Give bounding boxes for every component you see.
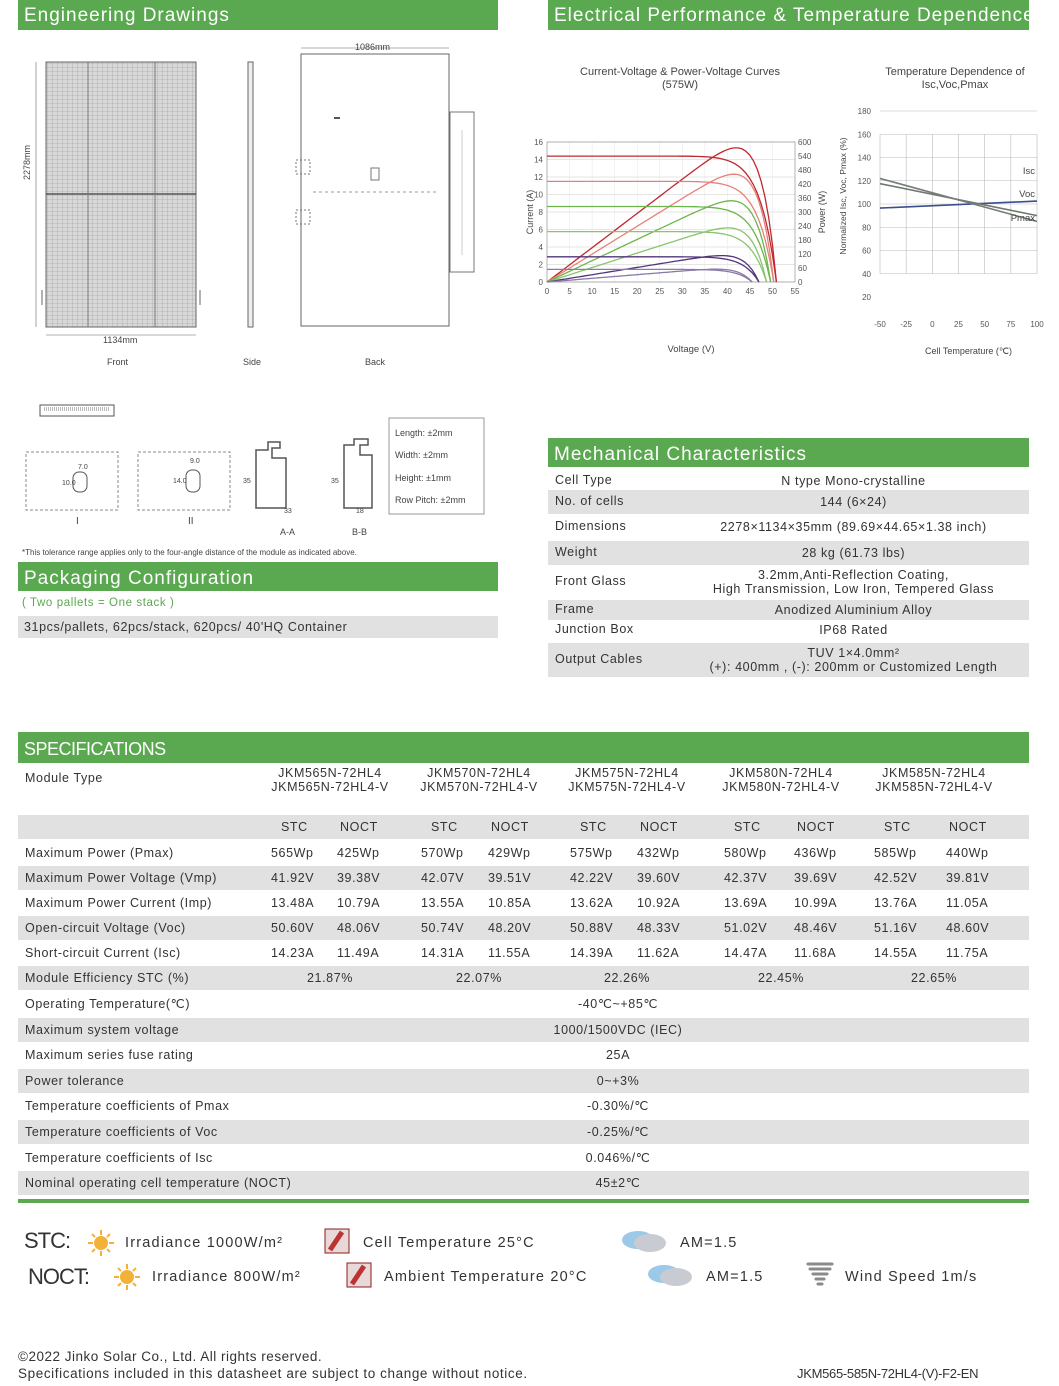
spec-cell: 440Wp — [946, 846, 989, 860]
header-specifications: SPECIFICATIONS — [18, 732, 1029, 766]
spec-stc-header: STC — [281, 820, 308, 834]
spec-cell: 48.20V — [488, 921, 532, 935]
iv-x-tick: 45 — [745, 287, 755, 296]
iv-y2-tick: 540 — [798, 152, 812, 161]
spec-common-value: 1000/1500VDC (IEC) — [553, 1022, 683, 1037]
header-packaging: Packaging Configuration — [18, 562, 498, 594]
mechanical-value — [678, 646, 1029, 674]
ambient-temperature: Ambient Temperature 20°C — [384, 1269, 588, 1285]
spec-model-name-v: JKM575N-72HL4-V — [568, 780, 686, 794]
spec-cell: 50.60V — [271, 921, 315, 935]
header-mechanical: Mechanical Characteristics — [548, 438, 1029, 470]
spec-row-label: Maximum Power Current (Imp) — [25, 896, 213, 910]
spec-cell: 13.62A — [570, 896, 614, 910]
spec-row-label: Module Efficiency STC (%) — [25, 971, 190, 985]
iv-y2-tick: 420 — [798, 180, 812, 189]
mechanical-value-line: (+): 400mm , (-): 200mm or Customized Length — [709, 660, 998, 674]
spec-efficiency-cell: 22.45% — [758, 971, 804, 985]
wind-speed: Wind Speed 1m/s — [845, 1269, 978, 1285]
spec-cell: 11.49A — [337, 946, 380, 960]
mechanical-value — [678, 623, 1029, 637]
mechanical-value-line: 3.2mm,Anti-Reflection Coating, — [758, 568, 949, 582]
iv-x-tick: 40 — [722, 287, 732, 296]
spec-cell: 42.52V — [874, 871, 918, 885]
spec-model-name-v: JKM570N-72HL4-V — [420, 780, 538, 794]
spec-cell: 14.31A — [421, 946, 465, 960]
mechanical-value-line: TUV 1×4.0mm² — [807, 646, 900, 660]
thermometer-icon — [322, 1226, 352, 1256]
spec-cell: 51.16V — [874, 921, 918, 935]
spec-model-name-v: JKM580N-72HL4-V — [722, 780, 840, 794]
iv-y2-tick: 180 — [798, 236, 812, 245]
iv-power-curve — [547, 228, 767, 282]
spec-stc-header: STC — [734, 820, 761, 834]
spec-cell: 11.68A — [794, 946, 837, 960]
header-engineering-drawings: Engineering Drawings — [18, 0, 498, 30]
mechanical-value — [678, 546, 1029, 560]
spec-stc-header: STC — [580, 820, 607, 834]
iv-y-tick: 4 — [538, 243, 543, 252]
spec-cell: 429Wp — [488, 846, 531, 860]
tolerance-length: Length: ±2mm — [395, 428, 453, 438]
dim-33: 33 — [284, 508, 292, 515]
mechanical-label: Dimensions — [555, 519, 627, 533]
spec-noct-header: NOCT — [640, 820, 678, 834]
footer-doc-code: JKM565-585N-72HL4-(V)-F2-EN — [797, 1366, 979, 1381]
spec-cell: 39.60V — [637, 871, 681, 885]
mechanical-value — [678, 474, 1029, 488]
iv-x-tick: 15 — [610, 287, 620, 296]
temp-y-tick: 80 — [862, 223, 871, 233]
spec-cell: 13.55A — [421, 896, 465, 910]
temp-x-tick: 0 — [930, 320, 935, 329]
mechanical-row — [548, 620, 1029, 640]
mechanical-value-line: 144 (6×24) — [820, 495, 887, 509]
air-mass-stc: AM=1.5 — [680, 1235, 738, 1251]
spec-common-value: 0~+3% — [596, 1073, 640, 1088]
spec-common-row — [18, 1094, 1029, 1118]
spec-cell: 11.05A — [946, 896, 989, 910]
cross-section-drawings — [18, 400, 498, 545]
cell-temperature: Cell Temperature 25°C — [363, 1235, 535, 1251]
spec-row-label: Maximum system voltage — [25, 1022, 180, 1037]
spec-cell: 39.38V — [337, 871, 381, 885]
mechanical-row — [548, 541, 1029, 565]
tolerance-width: Width: ±2mm — [395, 450, 448, 460]
mechanical-row — [548, 490, 1029, 514]
spec-cell: 39.81V — [946, 871, 990, 885]
temp-x-tick: -25 — [900, 320, 912, 329]
dim-14: 14.0 — [173, 478, 187, 485]
iv-y-tick: 6 — [538, 225, 543, 235]
iv-y2-tick: 120 — [798, 250, 812, 259]
spec-cell: 13.76A — [874, 896, 918, 910]
spec-cell: 50.88V — [570, 921, 614, 935]
cloud-icon — [618, 1226, 670, 1254]
side-label: Side — [243, 357, 262, 367]
spec-cell: 11.75A — [946, 946, 989, 960]
spec-cell: 51.02V — [724, 921, 768, 935]
iv-y-tick: 12 — [534, 173, 543, 182]
iv-x-tick: 50 — [768, 287, 777, 296]
dim-9: 9.0 — [190, 458, 200, 465]
temp-y-tick: 40 — [862, 269, 871, 279]
spec-common-row — [18, 1146, 1029, 1170]
air-mass-noct: AM=1.5 — [706, 1269, 764, 1285]
drawing-height-label: 2278mm — [22, 144, 32, 180]
spec-efficiency-cell: 21.87% — [307, 971, 353, 985]
spec-row-label: Nominal operating cell temperature (NOCT) — [25, 1176, 292, 1191]
back-label: Back — [365, 357, 386, 367]
temp-y-tick: 140 — [857, 153, 871, 163]
stc-label: STC: — [24, 1228, 71, 1253]
section-bb-label: B-B — [352, 527, 368, 537]
iv-x-tick: 20 — [632, 287, 642, 296]
mechanical-value-line: 28 kg (61.73 lbs) — [801, 546, 906, 560]
iv-y2-tick: 480 — [798, 166, 812, 175]
temp-x-tick: 100 — [1030, 320, 1044, 329]
electrical-charts — [525, 60, 1059, 360]
spec-cell: 50.74V — [421, 921, 465, 935]
spec-row — [18, 891, 1029, 915]
spec-cell: 48.33V — [637, 921, 681, 935]
temp-series-label: Isc — [1022, 166, 1035, 177]
spec-row-label: Maximum Power (Pmax) — [25, 846, 174, 860]
temp-chart-title: Temperature Dependence of Isc,Voc,Pmax — [885, 66, 1025, 91]
tolerance-height: Height: ±1mm — [395, 473, 451, 483]
mechanical-value-line: IP68 Rated — [819, 623, 888, 637]
spec-model-name: JKM565N-72HL4 — [278, 766, 382, 780]
spec-cell: 575Wp — [570, 846, 613, 860]
spec-cell: 14.39A — [570, 946, 614, 960]
spec-common-value: -40℃~+85℃ — [577, 997, 659, 1011]
spec-cell: 42.22V — [570, 871, 614, 885]
spec-cell: 39.69V — [794, 871, 838, 885]
iv-y2-tick: 600 — [798, 138, 812, 147]
spec-noct-header: NOCT — [949, 820, 987, 834]
spec-common-value: 25A — [605, 1048, 631, 1063]
spec-model-name-v: JKM565N-72HL4-V — [271, 780, 389, 794]
stc-irradiance: Irradiance 1000W/m² — [125, 1235, 284, 1251]
drawing-bottom-label: 1134mm — [103, 335, 138, 345]
temp-y-tick: 20 — [862, 293, 871, 302]
spec-cell: 565Wp — [271, 846, 314, 860]
dim-10: 10.0 — [62, 480, 76, 487]
dim-35-b: 35 — [331, 478, 339, 485]
section-aa-label: A-A — [280, 527, 296, 537]
spec-cell: 436Wp — [794, 846, 837, 860]
mechanical-value-line: N type Mono-crystalline — [781, 474, 926, 488]
spec-common-row — [18, 1171, 1029, 1195]
temp-y-tick: 180 — [857, 107, 871, 116]
spec-efficiency-cell: 22.26% — [604, 971, 650, 985]
spec-row — [18, 916, 1029, 940]
temp-series-label: Voc — [1019, 189, 1035, 200]
spec-cell: 580Wp — [724, 846, 767, 860]
cloud-icon-noct — [644, 1260, 696, 1288]
spec-stc-header: STC — [884, 820, 911, 834]
spec-cell: 10.79A — [337, 896, 381, 910]
mechanical-label: Cell Type — [555, 473, 613, 487]
spec-cell: 432Wp — [637, 846, 680, 860]
spec-module-type-row — [18, 766, 1029, 806]
spec-noct-header: NOCT — [491, 820, 529, 834]
iv-x-tick: 35 — [700, 287, 710, 296]
back-view-drawing — [296, 48, 474, 326]
spec-efficiency-row — [18, 966, 1029, 990]
mechanical-label: Weight — [555, 545, 598, 559]
footer-copyright: ©2022 Jinko Solar Co., Ltd. All rights reserved. — [18, 1349, 323, 1364]
iv-x-tick: 25 — [655, 287, 665, 296]
iv-y-tick: 8 — [538, 208, 543, 217]
spec-cell: 10.92A — [637, 896, 681, 910]
spec-cell: 14.23A — [271, 946, 315, 960]
iv-chart-title: Current-Voltage & Power-Voltage Curves (575W) — [580, 66, 780, 91]
spec-model-name: JKM580N-72HL4 — [729, 766, 833, 780]
front-label: Front — [107, 357, 129, 367]
sun-icon — [86, 1228, 116, 1258]
spec-row-label: Short-circuit Current (Isc) — [25, 946, 181, 960]
spec-efficiency-cell: 22.07% — [456, 971, 502, 985]
iv-power-curve — [547, 148, 776, 282]
sun-icon-noct — [112, 1262, 142, 1292]
spec-row-label: Open-circuit Voltage (Voc) — [25, 921, 186, 935]
iv-x-tick: 5 — [567, 287, 572, 296]
spec-row-label: Temperature coefficients of Voc — [25, 1125, 218, 1139]
iv-y-tick: 14 — [534, 155, 543, 165]
spec-row-label: Temperature coefficients of Pmax — [25, 1099, 230, 1114]
mechanical-value — [678, 568, 1029, 596]
temp-y-tick: 160 — [857, 130, 871, 140]
drawing-width-label: 1086mm — [355, 42, 391, 52]
mechanical-label: Frame — [555, 602, 595, 616]
header-electrical: Electrical Performance & Temperature Dependence — [548, 0, 1029, 30]
spec-row — [18, 841, 1029, 865]
engineering-drawing-views — [18, 40, 498, 370]
spec-cell: 11.62A — [637, 946, 680, 960]
iv-y2-tick: 300 — [798, 208, 812, 217]
mechanical-value — [678, 495, 1029, 509]
temp-x-tick: -50 — [874, 320, 886, 329]
temp-y-tick: 100 — [857, 200, 871, 209]
mechanical-value-line: 2278×1134×35mm (89.69×44.65×1.38 inch) — [720, 520, 987, 534]
iv-x-tick: 0 — [544, 287, 550, 296]
spec-common-row — [18, 992, 1029, 1016]
spec-common-row — [18, 1120, 1029, 1144]
spec-common-value: -0.30%/℃ — [587, 1099, 649, 1114]
mechanical-label: No. of cells — [555, 494, 625, 508]
spec-model-name: JKM570N-72HL4 — [427, 766, 531, 780]
spec-cell: 41.92V — [271, 871, 315, 885]
spec-cell: 10.99A — [794, 896, 838, 910]
mechanical-row — [548, 565, 1029, 599]
temp-y-tick: 120 — [857, 176, 871, 186]
noct-label: NOCT: — [28, 1264, 89, 1289]
temp-y-axis-label: Normalized Isc, Voc, Pmax (%) — [838, 137, 848, 255]
spec-row-label: Maximum Power Voltage (Vmp) — [25, 871, 217, 885]
iv-y-tick: 2 — [538, 260, 543, 270]
spec-common-row — [18, 1018, 1029, 1042]
iv-y-axis-label: Current (A) — [525, 189, 535, 235]
mechanical-row — [548, 643, 1029, 677]
temp-x-tick: 75 — [1006, 320, 1016, 329]
spec-cell: 48.06V — [337, 921, 381, 935]
spec-cell: 14.47A — [724, 946, 768, 960]
test-conditions — [0, 1220, 1059, 1300]
spec-cell: 11.55A — [488, 946, 531, 960]
spec-common-value: 0.046%/℃ — [585, 1150, 651, 1165]
dim-35-a: 35 — [243, 478, 251, 485]
tolerance-note: *This tolerance range applies only to the four-angle distance of the module as indicated above. — [22, 548, 357, 557]
spec-noct-header: NOCT — [797, 820, 835, 834]
spec-cell: 570Wp — [421, 846, 464, 860]
mechanical-label: Junction Box — [555, 622, 634, 636]
spec-cell: 14.55A — [874, 946, 918, 960]
spec-cell: 42.37V — [724, 871, 768, 885]
temp-x-tick: 25 — [954, 320, 963, 329]
mechanical-row — [548, 600, 1029, 620]
noct-irradiance: Irradiance 800W/m² — [152, 1269, 301, 1285]
packaging-value: 31pcs/pallets, 62pcs/stack, 620pcs/ 40'HQ Container — [18, 616, 498, 638]
spec-common-value: -0.25%/℃ — [587, 1125, 649, 1139]
spec-row — [18, 941, 1029, 965]
footer-notice: Specifications included in this datasheet are subject to change without notice. — [18, 1366, 528, 1381]
iv-y-tick: 0 — [538, 278, 543, 287]
mechanical-value-line: Anodized Aluminium Alloy — [774, 603, 933, 617]
iv-chart-svg — [525, 130, 825, 360]
iv-y-tick: 10 — [534, 190, 543, 200]
mechanical-value — [678, 520, 1029, 534]
spec-bottom-rule — [18, 1199, 1029, 1203]
spec-cell: 48.60V — [946, 921, 990, 935]
iv-y2-axis-label: Power (W) — [817, 190, 827, 234]
iv-y-tick: 16 — [534, 138, 543, 147]
spec-row-label: Temperature coefficients of Isc — [25, 1150, 213, 1165]
front-view-drawing — [36, 62, 200, 335]
spec-cell: 48.46V — [794, 921, 838, 935]
spec-cell: 42.07V — [421, 871, 465, 885]
spec-model-name-v: JKM585N-72HL4-V — [875, 780, 993, 794]
spec-cell: 39.51V — [488, 871, 532, 885]
side-view-drawing — [248, 62, 253, 327]
packaging-note: ( Two pallets = One stack ) — [22, 597, 175, 609]
spec-row — [18, 866, 1029, 890]
dim-7: 7.0 — [78, 464, 88, 471]
section-ii-label: II — [188, 516, 194, 527]
wind-icon — [804, 1258, 836, 1290]
spec-noct-header: NOCT — [340, 820, 378, 834]
module-drawings-svg — [18, 40, 498, 370]
spec-row-label: Maximum series fuse rating — [25, 1048, 194, 1063]
spec-cell: 13.48A — [271, 896, 315, 910]
iv-y2-tick: 60 — [798, 264, 807, 273]
temp-y-tick: 60 — [862, 246, 871, 256]
spec-cell: 585Wp — [874, 846, 917, 860]
spec-stc-header: STC — [431, 820, 458, 834]
mechanical-value-line: High Transmission, Low Iron, Tempered Glass — [712, 582, 995, 596]
iv-y2-tick: 240 — [798, 222, 812, 231]
spec-row-label: Power tolerance — [25, 1073, 125, 1088]
spec-row-label: Operating Temperature(℃) — [25, 997, 191, 1011]
temp-x-tick: 50 — [980, 320, 990, 329]
iv-x-tick: 55 — [790, 287, 800, 296]
mechanical-row — [548, 515, 1029, 539]
dim-18: 18 — [356, 508, 364, 515]
spec-cell: 10.85A — [488, 896, 532, 910]
spec-common-value: 45±2℃ — [595, 1176, 641, 1191]
spec-efficiency-cell: 22.65% — [911, 971, 957, 985]
iv-y2-tick: 360 — [798, 194, 812, 203]
tolerance-row-pitch: Row Pitch: ±2mm — [395, 495, 466, 505]
iv-x-tick: 10 — [587, 287, 597, 296]
iv-y2-tick: 0 — [798, 278, 803, 287]
spec-condition-header-row — [18, 815, 1029, 839]
thermometer-icon-noct — [344, 1260, 374, 1290]
mechanical-label: Front Glass — [555, 574, 627, 588]
spec-model-name: JKM575N-72HL4 — [575, 766, 679, 780]
iv-x-tick: 30 — [677, 287, 687, 296]
spec-model-name: JKM585N-72HL4 — [882, 766, 986, 780]
mechanical-value — [678, 603, 1029, 617]
section-i-label: I — [76, 516, 79, 527]
temp-series-label: Pmax — [1010, 213, 1035, 224]
mechanical-row — [548, 472, 1029, 490]
spec-cell: 425Wp — [337, 846, 380, 860]
spec-cell: 13.69A — [724, 896, 768, 910]
spec-common-row — [18, 1069, 1029, 1093]
spec-module-type-label: Module Type — [25, 771, 103, 785]
iv-x-axis-label: Voltage (V) — [667, 344, 715, 355]
temp-chart-svg — [825, 100, 1059, 360]
mechanical-label: Output Cables — [555, 652, 643, 666]
temp-x-axis-label: Cell Temperature (℃) — [925, 346, 1012, 356]
spec-common-row — [18, 1043, 1029, 1067]
